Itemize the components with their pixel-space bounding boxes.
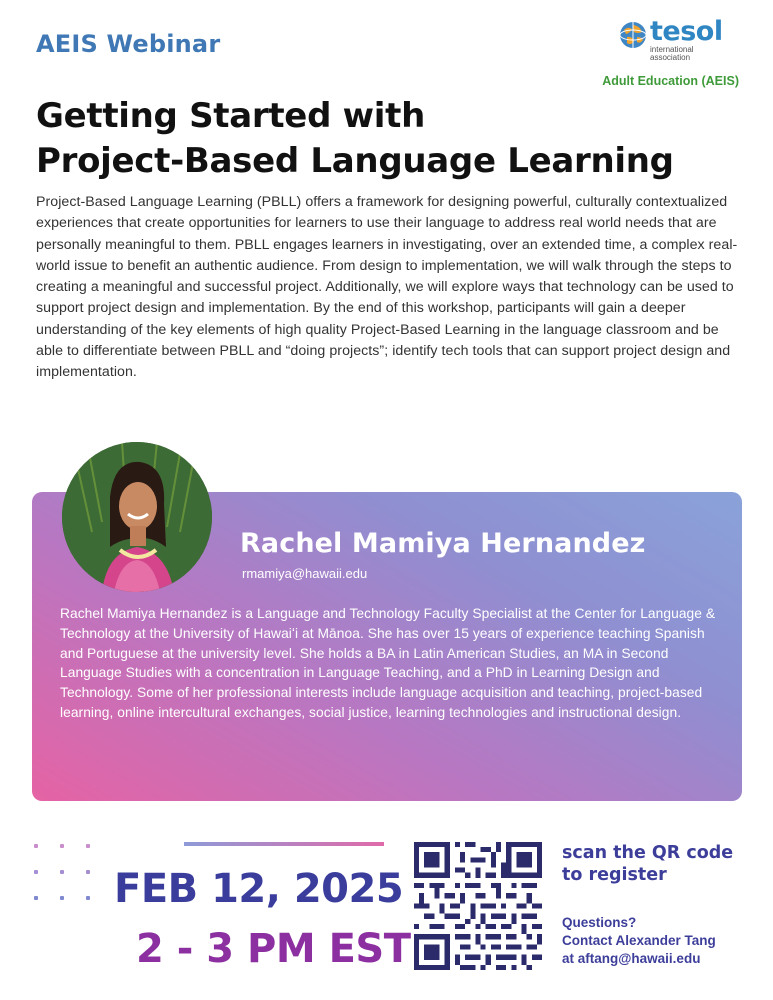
speaker-name: Rachel Mamiya Hernandez (240, 528, 646, 559)
decorative-dots (34, 840, 94, 900)
contact-info (562, 914, 716, 968)
intro-paragraph: Project-Based Language Learning (PBLL) offers a framework for designing powerful, culturally contextualized experiences that create opportunities for learners to use their language to address real world needs that are personally meaningful to them. PBLL engages learners in investigating, over an extended time, a complex real-world issue to benefit an authentic audience. From design to implementation, we will walk through the steps to creating a meaningful and successful project. Additionally, we will explore ways that technology can be used to support project design and implementation. By the end of this workshop, participants will gain a deeper understanding of the key elements of high quality Project-Based Learning in the language classroom and be able to differentiate between PBLL and “doing projects”; identify tech tools that can support project design and implementation. (36, 194, 738, 381)
gradient-divider (184, 842, 384, 846)
register-cta-line-2: to register (562, 865, 667, 885)
section-label: Adult Education (AEIS) (602, 74, 739, 88)
logo-wordmark: tesol (650, 16, 723, 47)
title-line-1: Getting Started with (36, 96, 425, 136)
speaker-bio: Rachel Mamiya Hernandez is a Language and Technology Faculty Specialist at the Center for Language & Technology at the University of Hawaiʻi at Mānoa. She has over 15 years of experience teaching Spanish and Portuguese at the university level. She holds a BA in Latin American Studies, an MA in Second Language Studies with a concentration in Language Teaching, and a PhD in Learning Design and Technology. Some of her professional interests include language acquisition and teaching, project-based learning, online intercultural exchanges, social justice, learning technologies and instructional design. (60, 606, 716, 720)
contact-email[interactable]: at aftang@hawaii.edu (562, 951, 701, 966)
registration-qr-code[interactable] (414, 842, 542, 970)
tesol-logo (618, 16, 728, 66)
title-line-2: Project-Based Language Learning (36, 141, 674, 181)
page-title (36, 94, 674, 184)
register-cta-line-1: scan the QR code (562, 843, 734, 863)
webinar-label: AEIS Webinar (36, 30, 221, 58)
speaker-email[interactable]: rmamiya@hawaii.edu (242, 566, 368, 581)
speaker-photo (62, 442, 212, 592)
event-date: FEB 12, 2025 (114, 866, 404, 912)
contact-line-1: Questions? (562, 915, 637, 930)
event-time: 2 - 3 PM EST (136, 926, 411, 972)
register-call-to-action (562, 842, 733, 886)
globe-icon (618, 20, 648, 50)
logo-subtitle-line2: association (650, 53, 691, 62)
logo-subtitle-line1: international (650, 45, 694, 54)
contact-line-2: Contact Alexander Tang (562, 933, 716, 948)
